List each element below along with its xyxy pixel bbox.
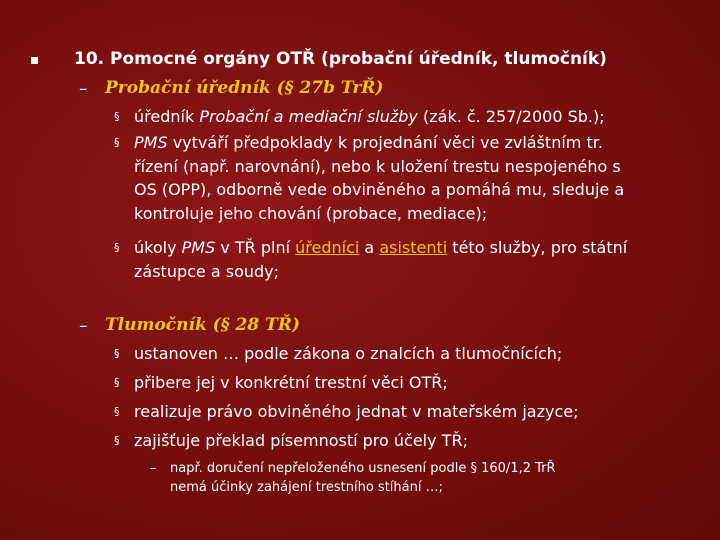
square-bullet-icon [31, 57, 38, 64]
list-item: § PMS vytváří předpoklady k projednání věci ve zvláštním tr. řízení (např. narovnání), nebo k uložení trestu nespojeného s OS (OPP), odborně vede obviněného a pomáhá mu, sleduje a kontroluje jeho chování (probace, mediace); [114, 133, 625, 223]
list-item: § přibere jej v konkrétní trestní věci OTŘ; [114, 371, 448, 395]
link-asistenti: asistenti [379, 238, 448, 257]
section-bullet-icon: § [114, 241, 120, 254]
section-title-tlumocnik: Tlumočník (§ 28 TŘ) [105, 315, 300, 335]
subnote: např. doručení nepřeloženého usnesení podle § 160/1,2 TrŘ nemá účinky zahájení trestního stíhání …; [170, 461, 556, 495]
list-item: § ustanoven … podle zákona o znalcích a tlumočnících; [114, 342, 562, 366]
link-urednici: úředníci [295, 238, 360, 257]
section-bullet-icon: § [114, 110, 120, 123]
dash-bullet-icon: – [79, 79, 88, 99]
section-bullet-icon: § [114, 376, 120, 389]
section-bullet-icon: § [114, 347, 120, 360]
list-item: § realizuje právo obviněného jednat v mateřském jazyce; [114, 400, 579, 424]
section-title-probacni-urednik: Probační úředník (§ 27b TrŘ) [105, 78, 384, 98]
list-item: § úkoly PMS v TŘ plní úředníci a asistenti této služby, pro státní zástupce a soudy; [114, 238, 628, 281]
item-text-1: úředník Probační a mediační služby (zák. č. 257/2000 Sb.); [134, 107, 605, 126]
section-bullet-icon: § [114, 434, 120, 447]
section-bullet-icon: § [114, 405, 120, 418]
list-item [114, 105, 605, 129]
dash-bullet-icon: – [79, 316, 88, 336]
slide-heading: 10. Pomocné orgány OTŘ (probační úředník, tlumočník) [74, 49, 607, 69]
dash-bullet-icon: – [150, 461, 157, 476]
section-bullet-icon: § [114, 136, 120, 149]
list-item: § zajišťuje překlad písemností pro účely TŘ; [114, 429, 468, 453]
